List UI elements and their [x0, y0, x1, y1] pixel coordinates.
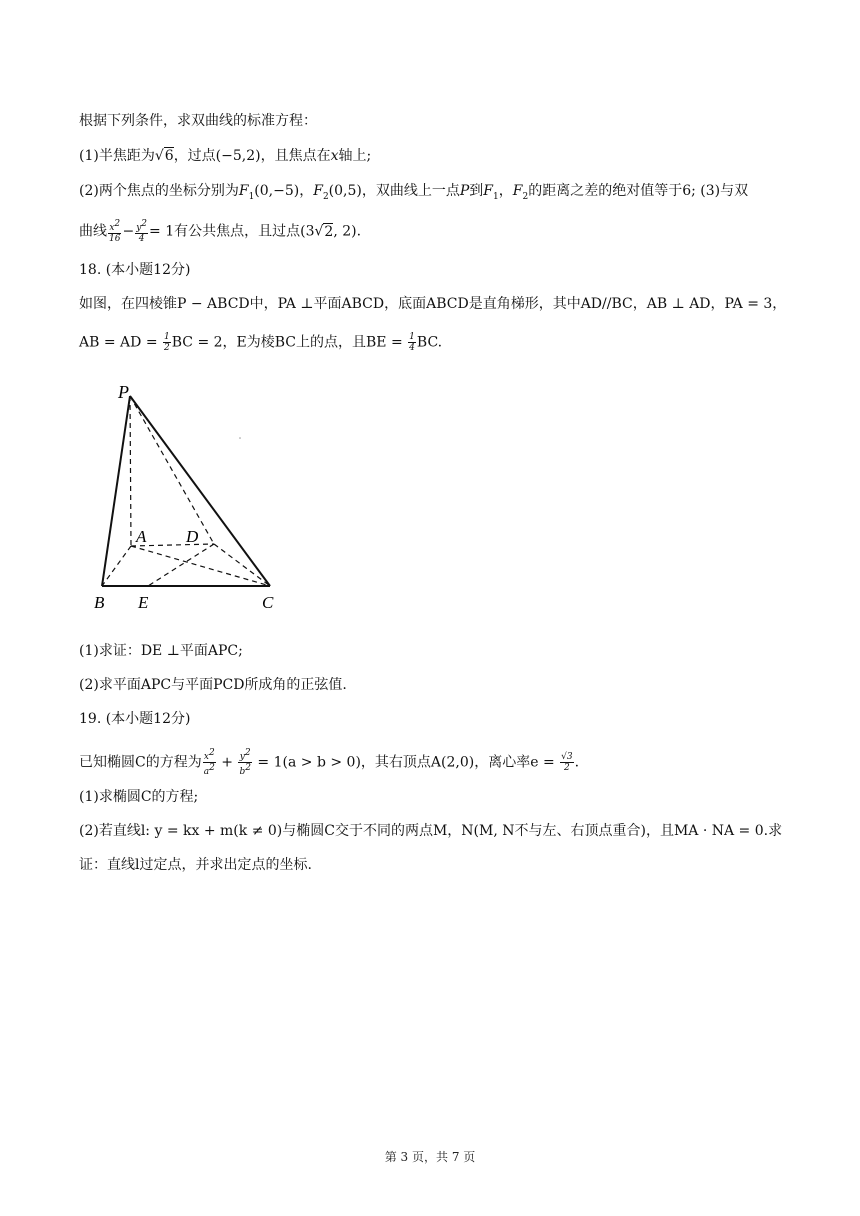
- q19-sub2: (2)若直线l: y = kx + m(k ≠ 0)与椭圆C交于不同的两点M，N(M, N不与左、右顶点重合)，且MA · NA = 0.求: [79, 823, 783, 839]
- q19-sub1: (1)求椭圆C的方程;: [79, 789, 199, 805]
- pyramid-figure: [88, 378, 288, 614]
- q19-statement: 已知椭圆C的方程为 $\frac{x^2}{a^2}$ + $\frac{y^2}{b^2}$ = 1(a > b > 0)，其右顶点A(2,0)，离心率e = $\frac{√3}{2}$ .: [79, 748, 580, 777]
- q18-statement-line1: 如图，在四棱锥P − ABCD中，PA ⊥平面ABCD，底面ABCD是直角梯形，其中AD//BC，AB ⊥ AD，PA = 3，: [79, 296, 787, 312]
- edge-PB: [102, 396, 130, 586]
- q18-sub2: (2)求平面APC与平面PCD所成角的正弦值.: [79, 677, 347, 693]
- edge-PC: [130, 396, 270, 586]
- edge-DC: [214, 544, 270, 586]
- page-footer: 第 3 页，共 7 页: [384, 1150, 476, 1164]
- label-P: P: [118, 382, 129, 402]
- q17-part1: (1)半焦距为√6，过点(−5,2)，且焦点在x轴上;: [79, 148, 372, 164]
- q17-part3: 曲线 $\frac{x^2}{16}$ − $\frac{y^2}{4}$ = 1有公共焦点，且过点(3√2, 2).: [79, 219, 362, 244]
- q17-part2: (2)两个焦点的坐标分别为$F_1(0,-5)$，$F_2(0,5)$，双曲线上一点P到$F_1$，$F_2$的距离之差的绝对值等于6; (3)与双: [79, 183, 749, 202]
- label-B: B: [94, 593, 105, 612]
- q18-header: 18. (本小题12分): [79, 262, 191, 278]
- label-E: E: [138, 593, 149, 612]
- label-C: C: [262, 593, 274, 612]
- edge-DE: [148, 544, 214, 586]
- q17-intro: 根据下列条件，求双曲线的标准方程：: [79, 113, 317, 129]
- q19-header: 19. (本小题12分): [79, 711, 191, 727]
- speck: [239, 437, 241, 439]
- label-A: A: [136, 527, 147, 546]
- label-D: D: [186, 527, 199, 546]
- q18-sub1: (1)求证：DE ⊥平面APC;: [79, 643, 243, 659]
- edge-AC: [131, 546, 270, 586]
- edge-PA: [130, 396, 131, 546]
- q18-statement-line2: AB = AD = $\frac{1}{2}$ BC = 2，E为棱BC上的点，且BE = $\frac{1}{4}$ BC.: [79, 332, 443, 353]
- q19-sub2-cont: 证：直线l过定点，并求出定点的坐标.: [79, 857, 312, 873]
- edge-PD: [130, 396, 214, 544]
